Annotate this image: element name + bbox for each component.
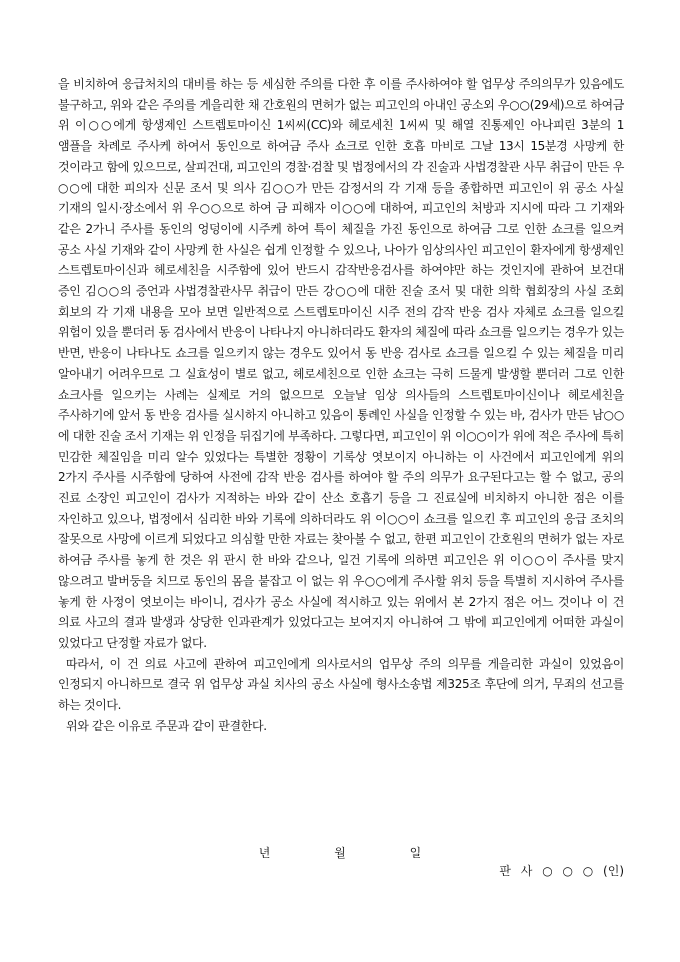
closing-paragraph: 위와 같은 이유로 주문과 같이 판결한다. bbox=[66, 718, 267, 733]
date-year: 년 bbox=[258, 846, 271, 860]
conclusion-paragraph: 따라서, 이 건 의료 사고에 관하여 피고인에게 의사로서의 업무상 주의 의무를 게을리한 과실이 있었음이 인정되지 아니하므로 결국 위 업무상 과실 치사의 공소 사실에 형사소송법 제325조 후단에 의거, 무죄의 선고를 하는 것이다. bbox=[58, 656, 624, 713]
reasoning-paragraph: 을 비치하여 응급처치의 대비를 하는 등 세심한 주의를 다한 후 이를 주사하여야 할 업무상 주의의무가 있음에도 불구하고, 위와 같은 주의를 게을리한 채 간호원의 면허가 없는 피고인의 아내인 공소외 우○○(29세)으로 하여금 위 이○○에게 항생제인 스트렙토마이신 1씨씨(CC)와 헤로세친 1씨씨 및 해열 진통제인 아나피린 3분의 1 앰플을 차례로 주사케 하여서 동인으로 하여금 주사 쇼크로 인한 호흡 마비로 그날 13시 15분경 사망케 한 것이라고 함에 있으므로, 살피건대, 피고인의 경찰·검찰 및 법정에서의 각 진술과 사법경찰관 사무 취급이 만든 우○○에 대한 피의자 신문 조서 및 의사 김○○가 만든 감정서의 각 기재 등을 종합하면 피고인이 위 공소 사실 기재의 일시·장소에서 위 우○○으로 하여 금 피해자 이○○에 대하여, 피고인의 처방과 지시에 따라 그 기재와 같은 2가니 주사를 동인의 엉덩이에 시주케 하여 특이 체질을 가진 동인으로 하여금 그로 인한 쇼크를 일으켜 공소 사실 기재와 같이 사망케 한 사실은 쉽게 인정할 수 있으나, 나아가 임상의사인 피고인이 환자에게 항생제인 스트렙토마이신과 헤로세친을 시주함에 있어 반드시 감작반응검사를 하여야만 하는 것인지에 관하여 보건대 증인 김○○의 증언과 사법경찰관사무 취급이 만든 강○○에 대한 진술 조서 및 대한 의학 협회장의 사실 조회 회보의 각 기재 내용을 모아 보면 일반적으로 스트렙토마이신 시주 전의 감작 반응 검사 자체로 쇼크를 일으킬 위험이 있을 뿐더러 동 검사에서 반응이 나타나지 아니하더라도 환자의 체질에 따라 쇼크를 일으키는 경우가 있는 반면, 반응이 나타나도 쇼크를 일으키지 않는 경우도 있어서 동 반응 검사로 쇼크를 일으킬 수 있는 체질을 미리 알아내기 어려우므로 그 실효성이 별로 없고, 헤로세친으로 인한 쇼크는 극히 드물게 발생할 뿐더러 그로 인한 쇼크사를 일으키는 사례는 실제로 거의 없으므로 오늘날 임상 의사들의 스트렙토마이신이나 헤로세친을 주사하기에 앞서 동 반응 검사를 실시하지 아니하고 있음이 통례인 사실을 인정할 수 있는 바, 검사가 만든 남○○에 대한 진술 조서 기재는 위 인정을 뒤집기에 부족하다. 그렇다면, 피고인이 위 이○○이가 위에 적은 주사에 특히 민감한 체질임을 미리 알수 있었다는 특별한 정황이 기록상 엿보이지 아니하는 이 사건에서 피고인에게 위의 2가지 주사를 시주함에 당하여 사전에 감작 반응 검사를 하여야 할 주의 의무가 요구된다고는 할 수 없고, 공의 진료 소장인 피고인이 검사가 지적하는 바와 같이 산소 호흡기 등을 그 진료실에 비치하지 아니한 점은 이를 자인하고 있으나, 법정에서 심리한 바와 기록에 의하더라도 위 이○○이 쇼크를 일으킨 후 피고인의 응급 조치의 잘못으로 사망에 이르게 되었다고 의심할 만한 자료는 찾아볼 수 없고, 한편 피고인이 간호원의 면허가 없는 자로 하여금 주사를 놓게 한 것은 위 판시 한 바와 같으나, 일건 기록에 의하면 피고인은 위 이○○이 주사를 맞지 않으려고 발버둥을 치므로 동인의 몸을 붙잡고 이 없는 위 우○○에게 주사할 위치 등을 특별히 지시하여 주사를 놓게 한 사정이 엿보이는 바이니, 검사가 공소 사실에 적시하고 있는 위에서 본 2가지 점은 어느 것이나 이 건 의료 사고의 결과 발생과 상당한 인과관계가 있었다고는 보여지지 아니하여 그 밖에 피고인에게 어떠한 과실이 있었다고 단정할 자료가 없다. bbox=[58, 77, 625, 650]
date-month: 월 bbox=[334, 846, 346, 860]
judgment-date bbox=[0, 844, 680, 861]
judgment-body bbox=[58, 74, 624, 737]
date-day: 일 bbox=[409, 846, 422, 860]
judge-signature: 판 사 ○ ○ ○ (인) bbox=[499, 864, 624, 878]
